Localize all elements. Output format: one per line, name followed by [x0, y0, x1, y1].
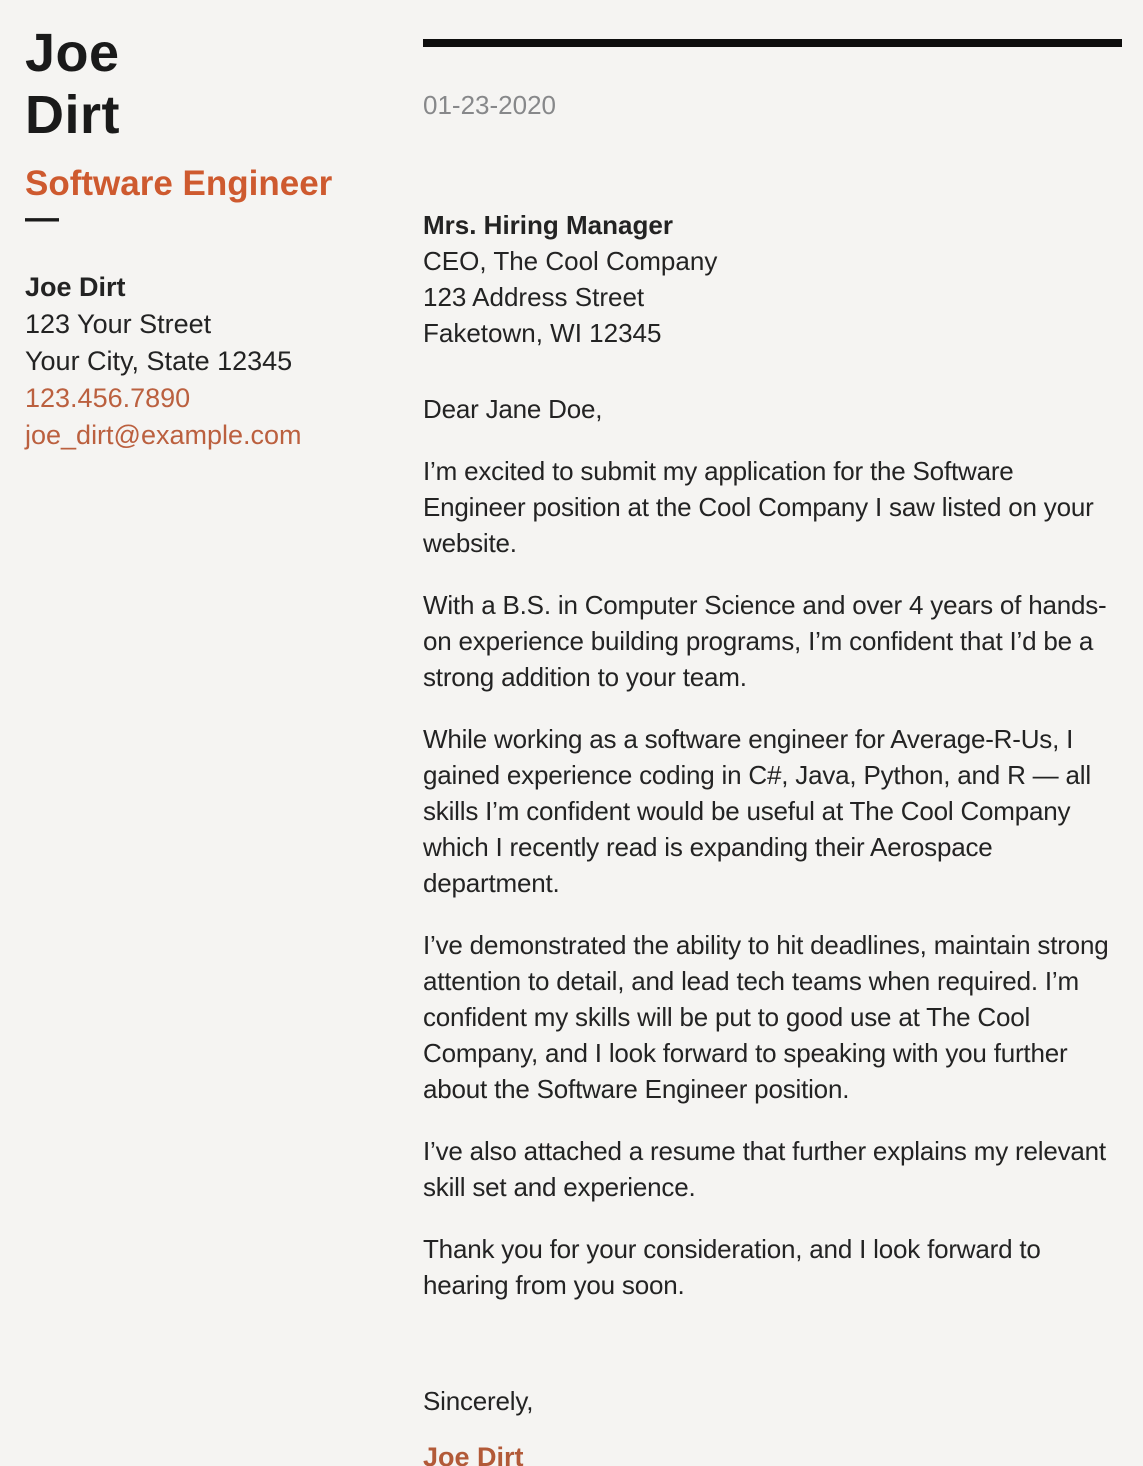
letter-body [423, 391, 1122, 1466]
letter-paragraph: I’m excited to submit my application for the Software Engineer position at the Cool Company I saw listed on your website. [423, 456, 1094, 558]
applicant-first-name: Joe [25, 23, 120, 83]
signature: Joe Dirt [423, 1442, 524, 1466]
letter-date: 01-23-2020 [423, 90, 556, 120]
letter-paragraph: With a B.S. in Computer Science and over 4 years of hands-on experience building programs, I’m confident that I’d be a strong addition to your team. [423, 590, 1107, 692]
recipient-block [423, 207, 1122, 351]
recipient-street: 123 Address Street [423, 282, 645, 312]
salutation: Dear Jane Doe, [423, 394, 603, 424]
recipient-name: Mrs. Hiring Manager [423, 210, 673, 240]
letter-body-column [398, 0, 1143, 1466]
letter-paragraph: I’ve demonstrated the ability to hit deadlines, maintain strong attention to detail, and lead tech teams when required. I’m confident my skills will be put to good use at The Cool Company, and I look forward to speaking with you further about the Software Engineer position. [423, 930, 1109, 1104]
letter-paragraph: Thank you for your consideration, and I look forward to hearing from you soon. [423, 1234, 1041, 1300]
applicant-name [25, 22, 388, 146]
contact-block [25, 269, 388, 454]
applicant-last-name: Dirt [25, 85, 120, 145]
letter-paragraph: While working as a software engineer for Average-R-Us, I gained experience coding in C#, Java, Python, and R — all skills I’m confident would be useful at The Cool Company which I recently read is expanding their Aerospace department. [423, 724, 1091, 898]
header-rule [423, 39, 1122, 47]
closing: Sincerely, [423, 1386, 534, 1416]
contact-email: joe_dirt@example.com [25, 420, 302, 450]
dash-divider: — [25, 199, 59, 237]
job-title: Software Engineer [25, 164, 333, 203]
contact-name: Joe Dirt [25, 272, 126, 302]
recipient-title: CEO, The Cool Company [423, 246, 718, 276]
contact-phone: 123.456.7890 [25, 383, 191, 413]
contact-city: Your City, State 12345 [25, 346, 293, 376]
contact-street: 123 Your Street [25, 309, 212, 339]
sidebar [0, 0, 398, 1466]
recipient-city: Faketown, WI 12345 [423, 318, 662, 348]
letter-paragraph: I’ve also attached a resume that further explains my relevant skill set and experience. [423, 1136, 1106, 1202]
